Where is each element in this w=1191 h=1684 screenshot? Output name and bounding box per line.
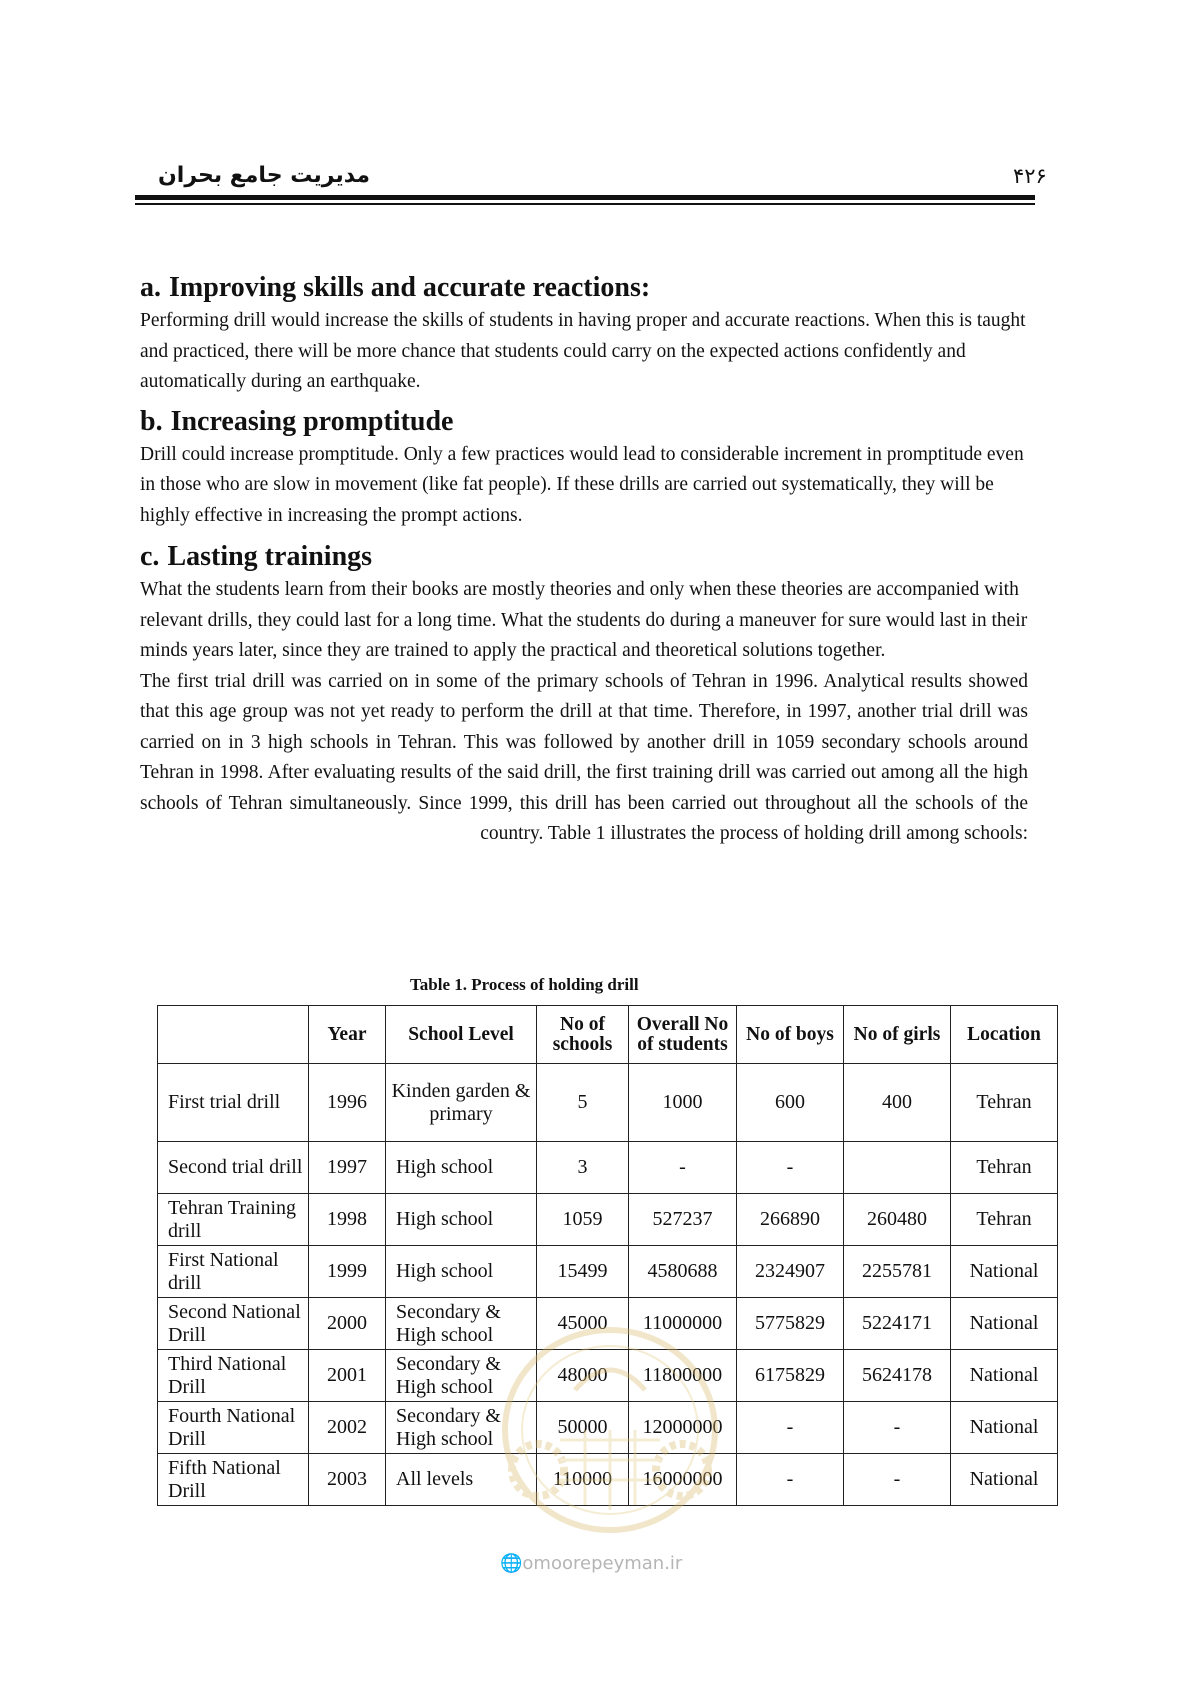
table-cell: 16000000 <box>629 1454 737 1506</box>
section-paragraph: Drill could increase promptitude. Only a few practices would lead to considerable increment in promptitude even in those who are slow in movement (like fat people). If these drills are carried out systematically, they will be highly effective in increasing the prompt actions. <box>140 443 1024 526</box>
table-row <box>158 1064 1058 1142</box>
table-cell: National <box>951 1298 1058 1350</box>
section-letter: a. <box>140 272 161 303</box>
header-rule-thin <box>135 203 1035 205</box>
table-cell: - <box>737 1142 844 1194</box>
section-b <box>140 404 1028 532</box>
table-cell: - <box>844 1454 951 1506</box>
table-cell: 45000 <box>537 1298 629 1350</box>
table-cell: 2255781 <box>844 1246 951 1298</box>
table-cell: 260480 <box>844 1194 951 1246</box>
table-cell: 5 <box>537 1064 629 1142</box>
column-header: No of girls <box>844 1006 951 1064</box>
watermark-site <box>500 1553 682 1574</box>
table-cell: 12000000 <box>629 1402 737 1454</box>
section-letter: b. <box>140 405 163 437</box>
column-header: No of schools <box>537 1006 629 1064</box>
section-heading <box>140 404 1028 440</box>
column-header <box>158 1006 309 1064</box>
section-letter: c. <box>140 541 160 572</box>
page-number: ۴۲۶ <box>1013 164 1047 188</box>
table-cell: 5624178 <box>844 1350 951 1402</box>
table-cell: 4580688 <box>629 1246 737 1298</box>
table-cell: 48000 <box>537 1350 629 1402</box>
table-cell: - <box>629 1142 737 1194</box>
table-cell: 527237 <box>629 1194 737 1246</box>
table-cell: Kinden garden & primary <box>386 1064 537 1142</box>
table-row <box>158 1246 1058 1298</box>
table-cell: Fifth National Drill <box>158 1454 309 1506</box>
table-cell: All levels <box>386 1454 537 1506</box>
table-cell: 11000000 <box>629 1298 737 1350</box>
table-cell: 2002 <box>309 1402 386 1454</box>
column-header: Overall No of students <box>629 1006 737 1064</box>
watermark-seal-icon <box>490 1320 730 1540</box>
section-a <box>140 270 1028 398</box>
section-title: Lasting trainings <box>167 541 373 572</box>
table-cell: Second trial drill <box>158 1142 309 1194</box>
table-caption: Table 1. Process of holding drill <box>410 975 639 994</box>
table-cell: - <box>844 1402 951 1454</box>
table-cell: 600 <box>737 1064 844 1142</box>
table-cell: 2324907 <box>737 1246 844 1298</box>
column-header: School Level <box>386 1006 537 1064</box>
table-cell <box>844 1142 951 1194</box>
table-cell: 2000 <box>309 1298 386 1350</box>
table-cell: 266890 <box>737 1194 844 1246</box>
watermark-url: omoorepeyman.ir <box>522 1553 683 1574</box>
column-header: Year <box>309 1006 386 1064</box>
table-cell: - <box>737 1402 844 1454</box>
table-cell: High school <box>386 1142 537 1194</box>
table-cell: Secondary & High school <box>386 1350 537 1402</box>
table-cell: National <box>951 1454 1058 1506</box>
table-cell: 1996 <box>309 1064 386 1142</box>
table-cell: First National drill <box>158 1246 309 1298</box>
table-row <box>158 1194 1058 1246</box>
table-cell: 1999 <box>309 1246 386 1298</box>
table-cell: - <box>737 1454 844 1506</box>
section-title: Improving skills and accurate reactions: <box>169 272 651 303</box>
table-cell: 11800000 <box>629 1350 737 1402</box>
table-cell: Tehran <box>951 1064 1058 1142</box>
table-cell: 6175829 <box>737 1350 844 1402</box>
table-cell: Third National Drill <box>158 1350 309 1402</box>
table-cell: Tehran Training drill <box>158 1194 309 1246</box>
section-paragraph: Performing drill would increase the skills of students in having proper and accurate reactions. When this is taught and practiced, there will be more chance that students could carry on the expected actions confidently and automatically during an earthquake. <box>140 310 1026 392</box>
table-cell: National <box>951 1246 1058 1298</box>
table-cell: National <box>951 1402 1058 1454</box>
table-cell: 400 <box>844 1064 951 1142</box>
table-cell: 1997 <box>309 1142 386 1194</box>
table-cell: 5224171 <box>844 1298 951 1350</box>
table-cell: 1059 <box>537 1194 629 1246</box>
section-c <box>140 539 1028 850</box>
table-cell: 15499 <box>537 1246 629 1298</box>
table-cell: Secondary & High school <box>386 1402 537 1454</box>
table-cell: High school <box>386 1194 537 1246</box>
table-cell: Tehran <box>951 1142 1058 1194</box>
table-cell: Secondary & High school <box>386 1298 537 1350</box>
table-cell: Fourth National Drill <box>158 1402 309 1454</box>
section-heading <box>140 270 1028 306</box>
table-cell: 1000 <box>629 1064 737 1142</box>
header-rule <box>135 195 1035 200</box>
table-cell: High school <box>386 1246 537 1298</box>
table-cell: 5775829 <box>737 1298 844 1350</box>
table-cell: 50000 <box>537 1402 629 1454</box>
main-content <box>140 270 1028 850</box>
table-cell: 3 <box>537 1142 629 1194</box>
column-header: Location <box>951 1006 1058 1064</box>
table-cell: Second National Drill <box>158 1298 309 1350</box>
table-cell: 2003 <box>309 1454 386 1506</box>
table-cell: National <box>951 1350 1058 1402</box>
body-paragraph: The first trial drill was carried on in some of the primary schools of Tehran in 1996. Analytical results showed that this age group was not yet ready to perform the drill at that time. Therefore, in 1997, another trial drill was carried on in 3 high schools in Tehran. This was followed by another drill in 1059 secondary schools around Tehran in 1998. After evaluating results of the said drill, the first training drill was carried out among all the high schools of Tehran simultaneously. Since 1999, this drill has been carried out throughout all the schools of the country. Table 1 illustrates the process of holding drill among schools: <box>140 670 1028 844</box>
globe-icon: 🌐 <box>500 1553 523 1574</box>
table-cell: 110000 <box>537 1454 629 1506</box>
table-header-row <box>158 1006 1058 1064</box>
book-title: مدیریت جامع بحران <box>158 163 371 188</box>
section-heading <box>140 539 1028 575</box>
table-cell: 2001 <box>309 1350 386 1402</box>
table-cell: Tehran <box>951 1194 1058 1246</box>
table-row <box>158 1142 1058 1194</box>
section-paragraph: What the students learn from their books are mostly theories and only when these theories are accompanied with relevant drills, they could last for a long time. What the students do during a maneuver for sure would last in their minds years later, since they are trained to apply the practical and theoretical solutions together. <box>140 579 1028 661</box>
table-cell: First trial drill <box>158 1064 309 1142</box>
section-title: Increasing promptitude <box>170 405 454 437</box>
table-cell: 1998 <box>309 1194 386 1246</box>
column-header: No of boys <box>737 1006 844 1064</box>
